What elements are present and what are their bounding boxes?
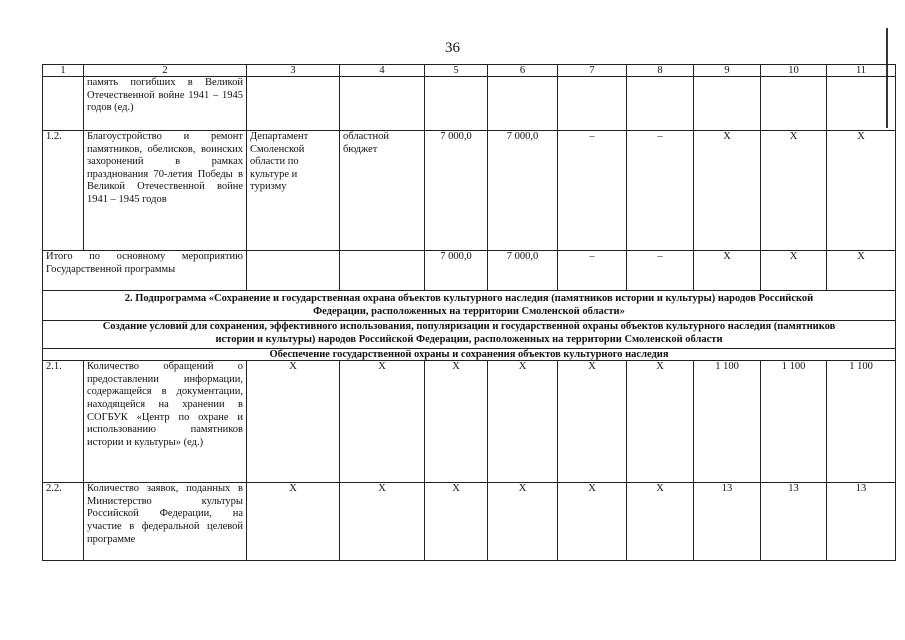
value-cell: X bbox=[694, 251, 761, 291]
value-cell: X bbox=[627, 483, 694, 561]
row-number: 1.2. bbox=[43, 131, 84, 251]
value-cell: 1 100 bbox=[761, 361, 827, 483]
value-cell: X bbox=[694, 131, 761, 251]
value-cell: – bbox=[627, 131, 694, 251]
row-number: 2.1. bbox=[43, 361, 84, 483]
value-cell: 7 000,0 bbox=[425, 131, 488, 251]
indicator-name: Количество заявок, поданных в Министерство культуры Российской Федерации, на участие в федеральной целевой программе bbox=[84, 483, 247, 561]
value-cell: 13 bbox=[827, 483, 896, 561]
table-row-1-2 bbox=[43, 131, 896, 251]
value-cell: X bbox=[761, 131, 827, 251]
row-number: 2.2. bbox=[43, 483, 84, 561]
col-header: 1 bbox=[43, 65, 84, 77]
value-cell: 7 000,0 bbox=[488, 251, 558, 291]
task-row bbox=[43, 349, 896, 361]
section-title: 2. Подпрограмма «Сохранение и государственная охрана объектов культурного наследия (памятников истории и культуры) народов Российской Федерации, расположенных на территории Смоленской области» bbox=[43, 291, 896, 321]
col-header: 8 bbox=[627, 65, 694, 77]
program-table bbox=[42, 64, 896, 561]
value-cell: X bbox=[247, 483, 340, 561]
col-header: 9 bbox=[694, 65, 761, 77]
value-cell: 13 bbox=[761, 483, 827, 561]
value-cell: X bbox=[827, 251, 896, 291]
table-row-total bbox=[43, 251, 896, 291]
indicator-name: память погибших в Великой Отечественной войне 1941 – 1945 годов (ед.) bbox=[84, 77, 247, 131]
value-cell: X bbox=[425, 483, 488, 561]
col-header: 5 bbox=[425, 65, 488, 77]
value-cell: – bbox=[558, 131, 627, 251]
goal-title: Создание условий для сохранения, эффективного использования, популяризации и государственной охраны объектов культурного наследия (памятников истории и культуры) народов Российской Федерации, расположенных на территории Смоленской области bbox=[43, 321, 896, 349]
value-cell: X bbox=[340, 483, 425, 561]
value-cell: X bbox=[558, 361, 627, 483]
section-2-row bbox=[43, 291, 896, 321]
value-cell: X bbox=[627, 361, 694, 483]
value-cell: X bbox=[488, 361, 558, 483]
column-number-row bbox=[43, 65, 896, 77]
value-cell: X bbox=[247, 361, 340, 483]
col-header: 7 bbox=[558, 65, 627, 77]
value-cell: X bbox=[558, 483, 627, 561]
col-header: 4 bbox=[340, 65, 425, 77]
total-label: Итого по основному мероприятию Государственной программы bbox=[43, 251, 247, 291]
task-title: Обеспечение государственной охраны и сохранения объектов культурного наследия bbox=[43, 349, 896, 361]
col-header: 3 bbox=[247, 65, 340, 77]
value-cell: 1 100 bbox=[694, 361, 761, 483]
value-cell: 7 000,0 bbox=[488, 131, 558, 251]
table-row-continuation bbox=[43, 77, 896, 131]
activity-name: Благоустройство и ремонт памятников, обелисков, воинских захоронений в рамках празднования 70-летия Победы в Великой Отечественной войне 1941 – 1945 годов bbox=[84, 131, 247, 251]
value-cell: – bbox=[558, 251, 627, 291]
value-cell: X bbox=[488, 483, 558, 561]
value-cell: X bbox=[340, 361, 425, 483]
col-header: 2 bbox=[84, 65, 247, 77]
col-header: 10 bbox=[761, 65, 827, 77]
table-row-2-1 bbox=[43, 361, 896, 483]
col-header: 11 bbox=[827, 65, 896, 77]
value-cell: 7 000,0 bbox=[425, 251, 488, 291]
page-number: 36 bbox=[445, 40, 460, 56]
col-header: 6 bbox=[488, 65, 558, 77]
indicator-name: Количество обращений о предоставлении информации, содержащейся в документации, находящейся на хранении в СОГБУК «Центр по охране и использованию памятников истории и культуры» (ед.) bbox=[84, 361, 247, 483]
value-cell: X bbox=[761, 251, 827, 291]
executor: Департамент Смоленской области по культуре и туризму bbox=[247, 131, 340, 251]
table-row-2-2 bbox=[43, 483, 896, 561]
value-cell: – bbox=[627, 251, 694, 291]
value-cell: 13 bbox=[694, 483, 761, 561]
value-cell: X bbox=[425, 361, 488, 483]
goal-row bbox=[43, 321, 896, 349]
value-cell: 1 100 bbox=[827, 361, 896, 483]
funding-source: областной бюджет bbox=[340, 131, 425, 251]
value-cell: X bbox=[827, 131, 896, 251]
